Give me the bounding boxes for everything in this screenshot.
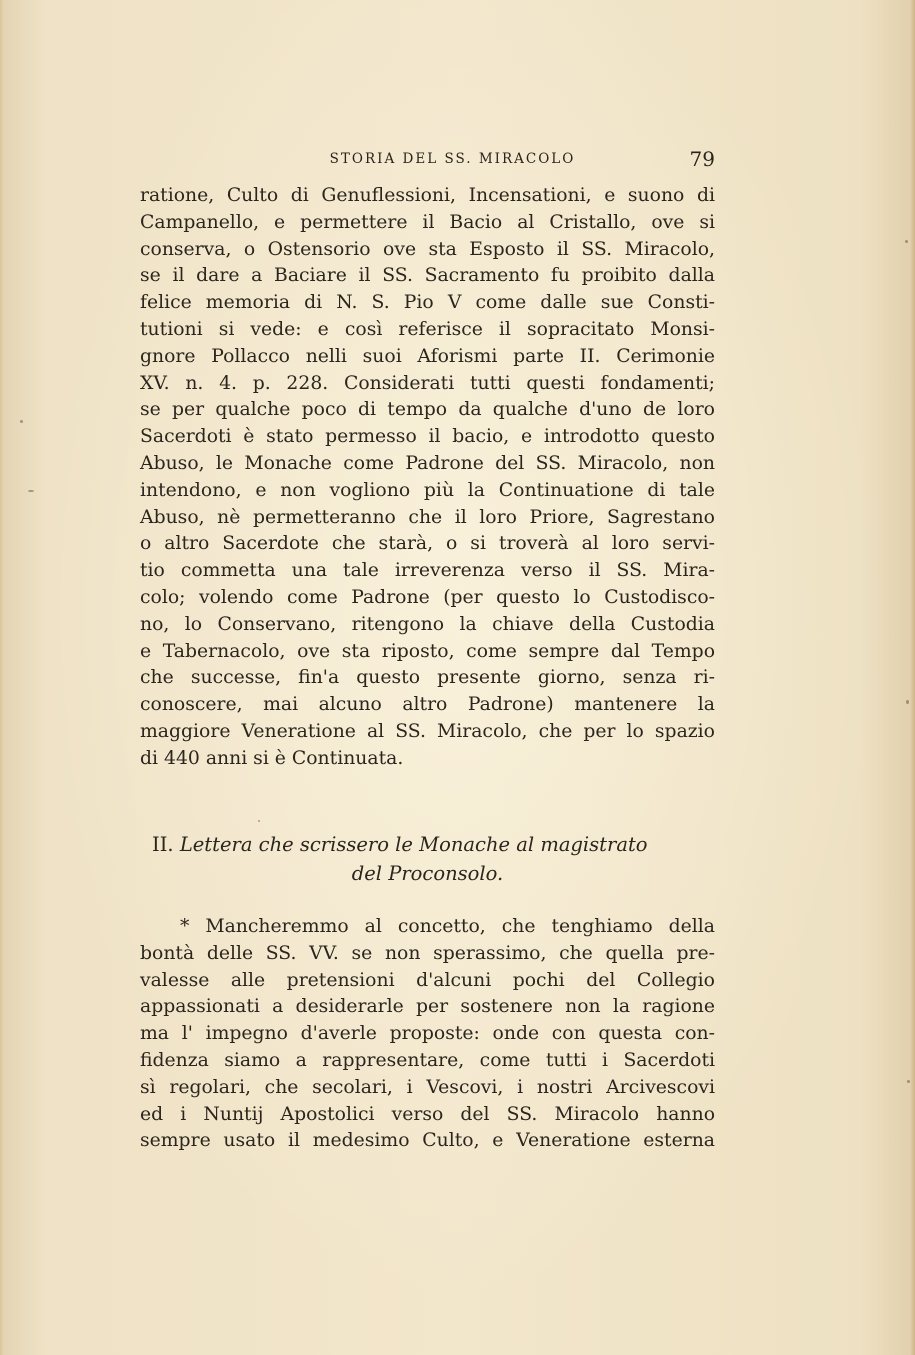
running-title: STORIA DEL SS. MIRACOLO [329, 151, 576, 167]
text-line: conserva, o Ostensorio ove sta Esposto il SS. Miracolo, [140, 238, 715, 260]
page-left-edge [0, 0, 4, 1355]
text-line: se il dare a Baciare il SS. Sacramento fu proibito dalla [140, 265, 715, 287]
paragraph-2 [140, 914, 715, 1155]
running-header [140, 147, 715, 175]
text-line: colo; volendo come Padrone (per questo lo Custodisco- [140, 586, 715, 608]
section-number: II. [152, 833, 174, 856]
text-line: tutioni si vede: e così referisce il sopracitato Monsi- [140, 318, 715, 340]
section-title-line-2: del Proconsolo. [351, 862, 504, 885]
section-heading-line-2 [140, 859, 715, 888]
text-line: XV. n. 4. p. 228. Considerati tutti questi fondamenti; [140, 372, 715, 394]
section-heading-line-1 [140, 830, 715, 859]
text-line: ma l' impegno d'averle proposte: onde con questa con- [140, 1023, 715, 1045]
text-line: bontà delle SS. VV. se non sperassimo, che quella pre- [140, 942, 715, 964]
text-line: ratione, Culto di Genuflessioni, Incensationi, e suono di [140, 185, 715, 206]
text-line: ed i Nuntij Apostolici verso del SS. Miracolo hanno [140, 1103, 715, 1125]
text-line: fidenza siamo a rappresentare, come tutti i Sacerdoti [140, 1049, 715, 1071]
page-number: 79 [689, 147, 715, 171]
text-line: e Tabernacolo, ove sta riposto, come sempre dal Tempo [140, 640, 715, 662]
page-right-edge [909, 0, 915, 1355]
text-line: di 440 anni si è Continuata. [140, 747, 404, 769]
text-line: sempre usato il medesimo Culto, e Veneratione esterna [140, 1130, 715, 1152]
text-line: tio commetta una tale irreverenza verso il SS. Mira- [140, 560, 715, 582]
text-line: no, lo Conservano, ritengono la chiave della Custodia [140, 613, 715, 635]
text-line: se per qualche poco di tempo da qualche d'uno de loro [140, 399, 715, 421]
text-line: Abuso, le Monache come Padrone del SS. Miracolo, non [140, 452, 715, 474]
paragraph-1 [140, 183, 715, 773]
text-line: sì regolari, che secolari, i Vescovi, i nostri Arcivescovi [140, 1076, 715, 1098]
text-line: intendono, e non vogliono più la Continuatione di tale [140, 479, 715, 501]
text-line: conoscere, mai alcuno altro Padrone) mantenere la [140, 694, 715, 716]
section-heading [140, 830, 715, 888]
text-line: che successe, fin'a questo presente giorno, senza ri- [140, 667, 715, 689]
text-line: maggiore Veneratione al SS. Miracolo, che per lo spazio [140, 720, 715, 742]
section-title-line-1: Lettera che scrissero le Monache al magistrato [179, 833, 648, 856]
text-line: Sacerdoti è stato permesso il bacio, e introdotto questo [140, 426, 715, 448]
text-line: * Mancheremmo al concetto, che tenghiamo della [180, 916, 715, 937]
text-line: Abuso, nè permetteranno che il loro Priore, Sagrestano [140, 506, 715, 528]
text-line: felice memoria di N. S. Pio V come dalle sue Consti- [140, 292, 715, 314]
text-line: valesse alle pretensioni d'alcuni pochi del Collegio [140, 969, 715, 991]
text-line: Campanello, e permettere il Bacio al Cristallo, ove si [140, 211, 715, 233]
text-line: appassionati a desiderarle per sostenere non la ragione [140, 996, 715, 1018]
text-line: gnore Pollacco nelli suoi Aforismi parte II. Cerimonie [140, 345, 715, 367]
text-line: o altro Sacerdote che starà, o si troverà al loro servi- [140, 533, 715, 555]
